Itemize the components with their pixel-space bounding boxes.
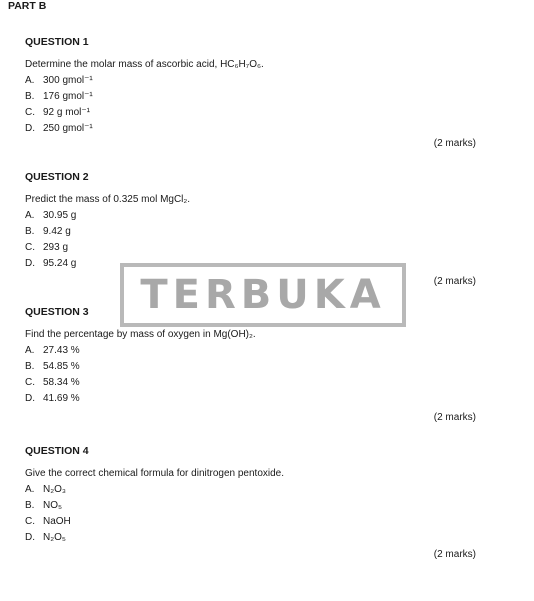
options-list <box>25 343 505 407</box>
option-letter: D. <box>25 123 35 134</box>
question-heading: QUESTION 1 <box>25 36 89 48</box>
option-a[interactable] <box>25 343 505 359</box>
option-letter: A. <box>25 484 35 495</box>
marks-label: (2 marks) <box>433 138 476 149</box>
marks-label: (2 marks) <box>433 276 476 287</box>
option-b[interactable] <box>25 224 505 240</box>
option-letter: B. <box>25 500 35 511</box>
question-4 <box>25 443 505 546</box>
options-list <box>25 482 505 546</box>
option-c[interactable] <box>25 240 505 256</box>
question-1 <box>25 34 505 137</box>
question-text: Give the correct chemical formula for dinitrogen pentoxide. <box>25 468 285 479</box>
question-text: Predict the mass of 0.325 mol MgCl₂. <box>25 194 191 205</box>
option-letter: D. <box>25 258 35 269</box>
option-text: 250 gmol⁻¹ <box>43 123 93 134</box>
option-text: 9.42 g <box>43 226 71 237</box>
option-text: 41.69 % <box>43 393 80 404</box>
option-d[interactable] <box>25 391 505 407</box>
option-a[interactable] <box>25 482 505 498</box>
question-heading: QUESTION 3 <box>25 306 89 318</box>
option-b[interactable] <box>25 359 505 375</box>
marks-label: (2 marks) <box>433 412 476 423</box>
question-text: Determine the molar mass of ascorbic acid, HC₆H₇O₆. <box>25 59 264 70</box>
marks-label: (2 marks) <box>433 549 476 560</box>
option-letter: C. <box>25 516 35 527</box>
option-text: 54.85 % <box>43 361 80 372</box>
question-heading: QUESTION 2 <box>25 171 89 183</box>
question-text: Find the percentage by mass of oxygen in Mg(OH)₂. <box>25 329 256 340</box>
option-c[interactable] <box>25 375 505 391</box>
option-text: NaOH <box>43 516 71 527</box>
option-text: N₂O₅ <box>43 532 66 543</box>
option-text: 30.95 g <box>43 210 77 221</box>
option-letter: A. <box>25 75 35 86</box>
option-d[interactable] <box>25 121 505 137</box>
question-heading: QUESTION 4 <box>25 445 89 457</box>
question-2 <box>25 169 505 272</box>
option-text: 27.43 % <box>43 345 80 356</box>
option-text: 95.24 g <box>43 258 77 269</box>
option-text: 300 gmol⁻¹ <box>43 75 93 86</box>
option-c[interactable] <box>25 514 505 530</box>
option-letter: D. <box>25 393 35 404</box>
option-text: 92 g mol⁻¹ <box>43 107 90 118</box>
option-d[interactable] <box>25 530 505 546</box>
option-letter: A. <box>25 210 35 221</box>
option-letter: C. <box>25 377 35 388</box>
option-a[interactable] <box>25 208 505 224</box>
option-letter: B. <box>25 361 35 372</box>
option-b[interactable] <box>25 89 505 105</box>
option-c[interactable] <box>25 105 505 121</box>
watermark-text: TERBUKA <box>140 272 386 318</box>
option-a[interactable] <box>25 73 505 89</box>
option-text: 176 gmol⁻¹ <box>43 91 93 102</box>
option-letter: D. <box>25 532 35 543</box>
option-letter: C. <box>25 242 35 253</box>
option-letter: B. <box>25 226 35 237</box>
option-b[interactable] <box>25 498 505 514</box>
option-letter: C. <box>25 107 35 118</box>
option-letter: B. <box>25 91 35 102</box>
option-text: 293 g <box>43 242 69 253</box>
option-text: NO₅ <box>43 500 63 511</box>
option-letter: A. <box>25 345 35 356</box>
part-title: PART B <box>8 0 47 12</box>
option-text: 58.34 % <box>43 377 80 388</box>
options-list <box>25 73 505 137</box>
watermark-stamp <box>120 263 406 327</box>
option-text: N₂O₃ <box>43 484 66 495</box>
